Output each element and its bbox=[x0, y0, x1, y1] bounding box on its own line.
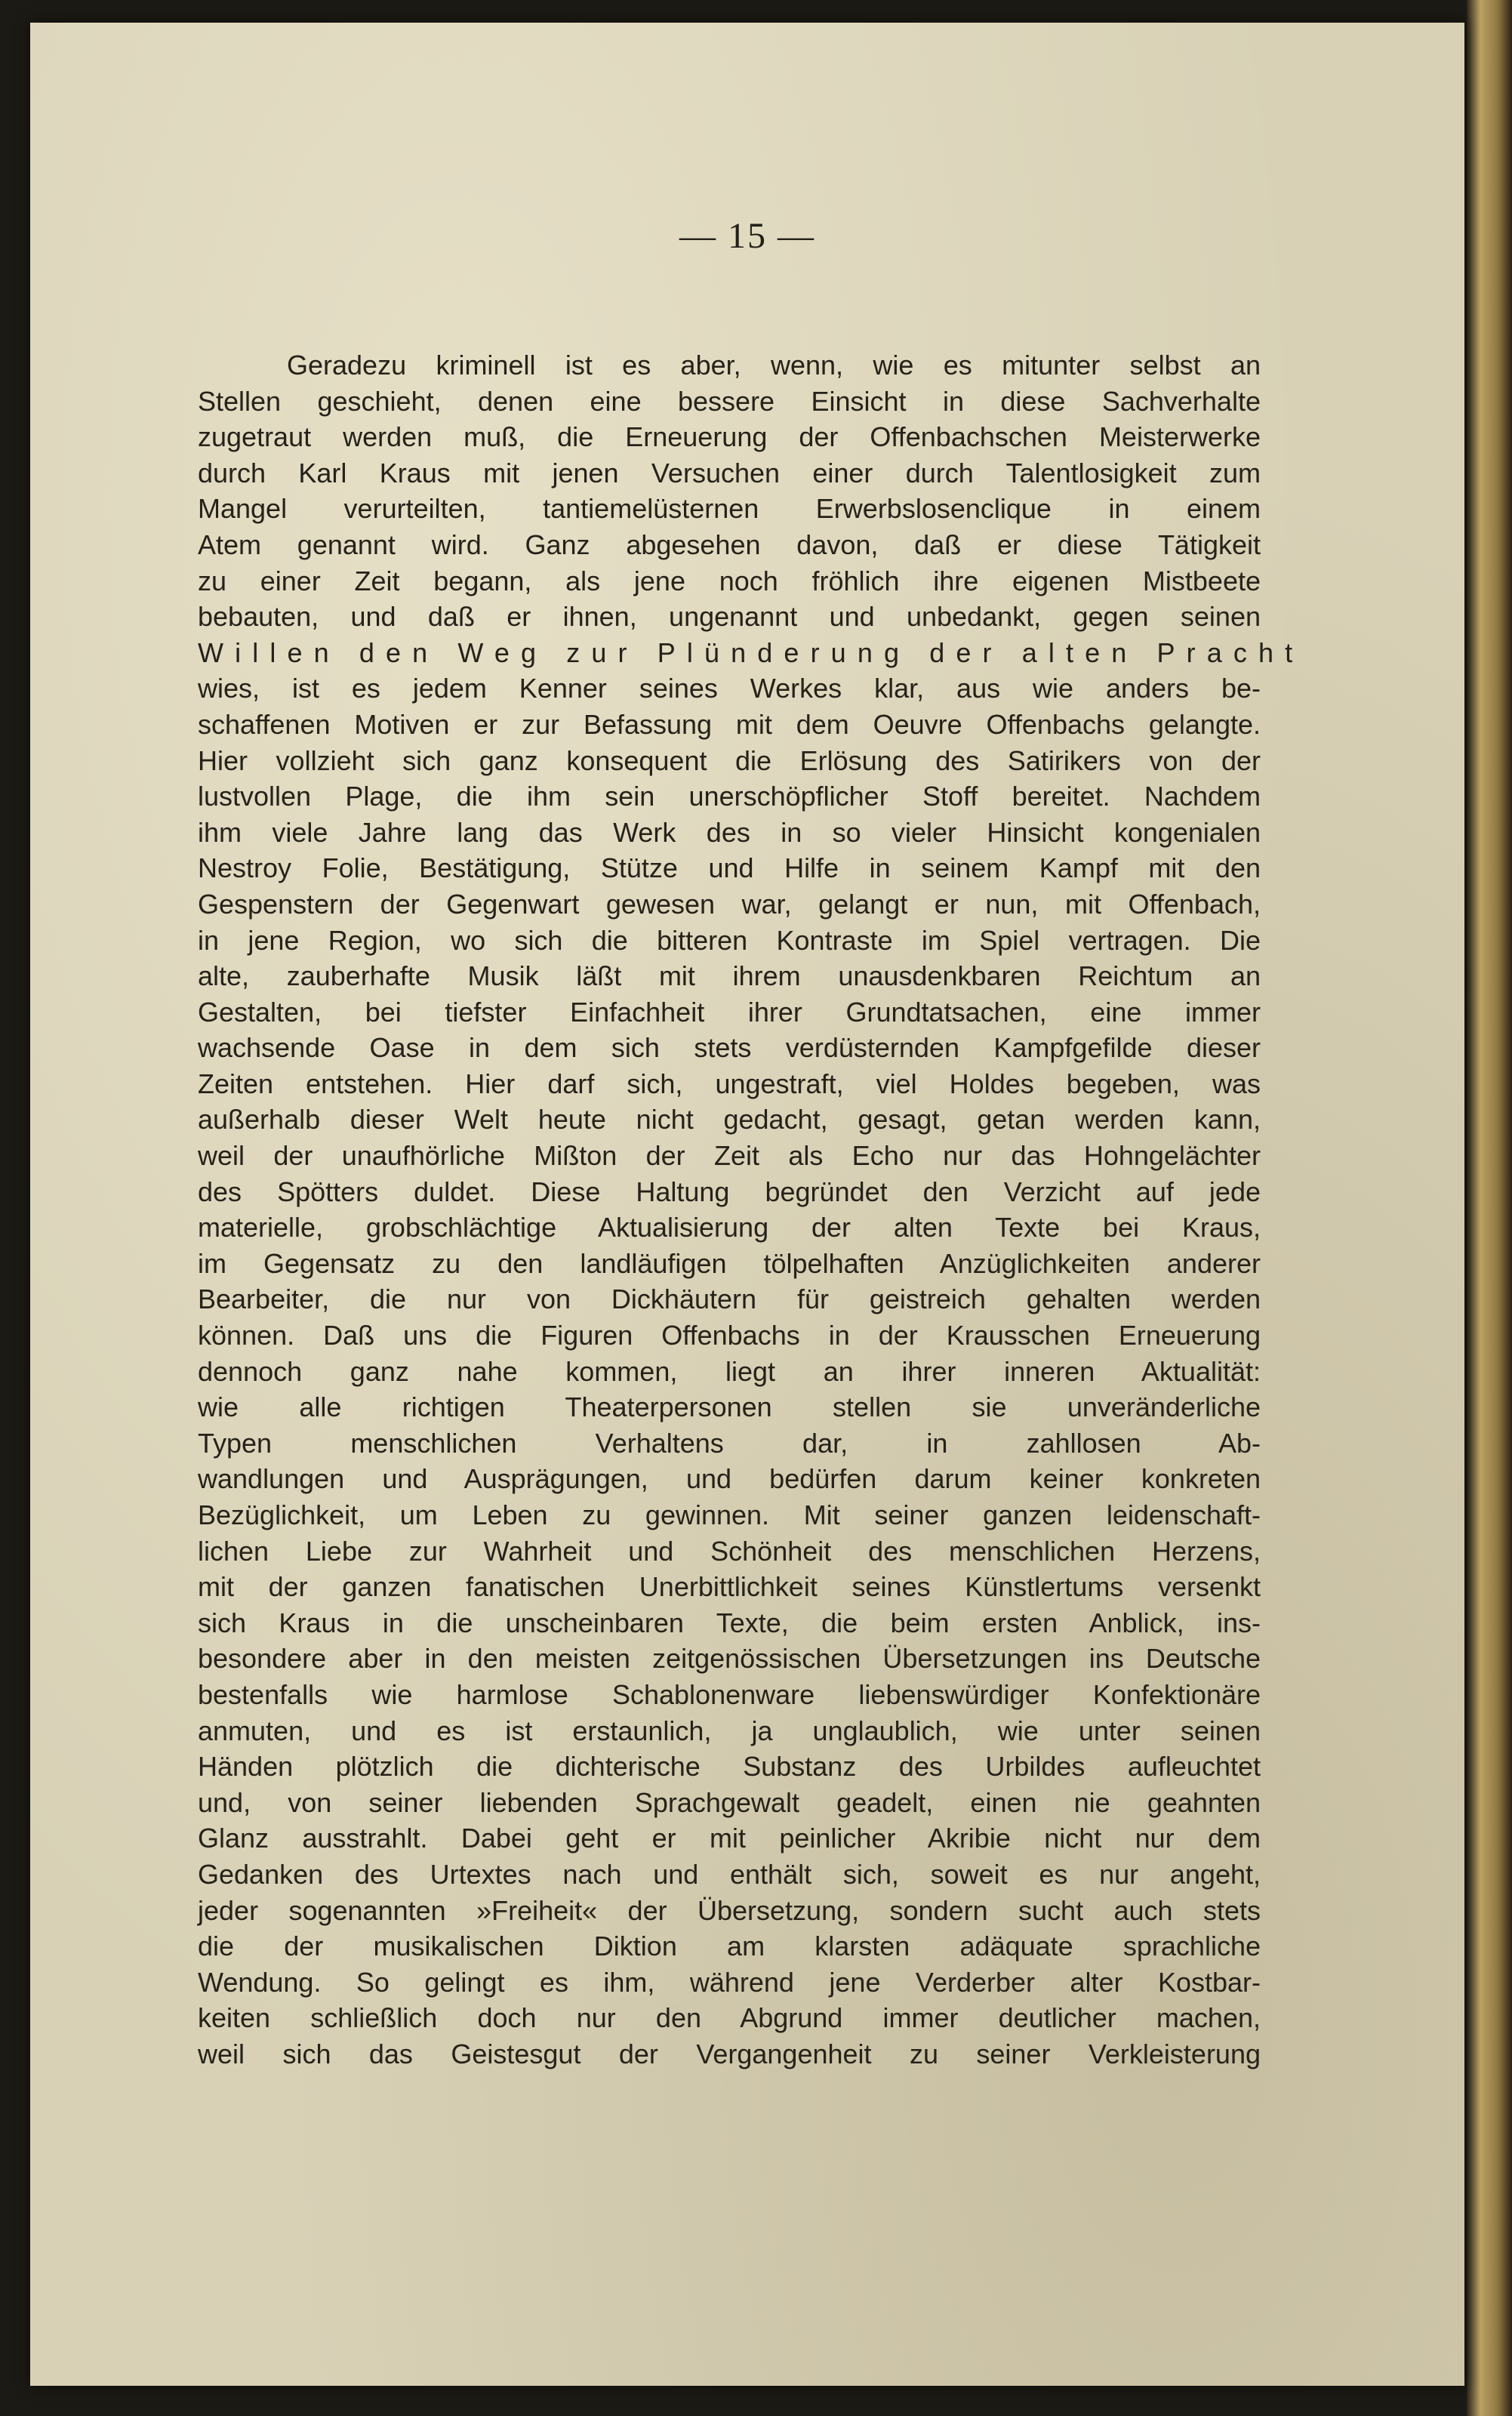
page-number: — 15 — bbox=[679, 216, 815, 256]
text-line-12: Hier vollzieht sich ganz konsequent die Erlösung des Satirikers von der bbox=[198, 744, 1261, 776]
text-line-28: können. Daß uns die Figuren Offenbachs in der Krausschen Erneuerung bbox=[198, 1320, 1261, 1351]
text-line-20: wachsende Oase in dem sich stets verdüsternden Kampfgefilde dieser bbox=[198, 1032, 1261, 1064]
text-line-31: Typen menschlichen Verhaltens dar, in zahllosen Ab- bbox=[198, 1427, 1261, 1459]
text-line-22: außerhalb dieser Welt heute nicht gedacht, gesagt, getan werden kann, bbox=[198, 1104, 1261, 1136]
text-line-38: bestenfalls wie harmlose Schablonenware liebenswürdiger Konfektionäre bbox=[198, 1678, 1261, 1710]
text-line-3: zugetraut werden muß, die Erneuerung der Offenbachschen Meisterwerke bbox=[198, 421, 1261, 453]
text-line-32: wandlungen und Ausprägungen, und bedürfen darum keiner konkreten bbox=[198, 1463, 1261, 1495]
text-line-45: die der musikalischen Diktion am klarsten adäquate sprachliche bbox=[198, 1931, 1261, 1962]
text-line-6: Atem genannt wird. Ganz abgesehen davon, daß er diese Tätigkeit bbox=[198, 528, 1261, 560]
text-line-18: alte, zauberhafte Musik läßt mit ihrem unausdenkbaren Reichtum an bbox=[198, 960, 1261, 992]
text-line-36: sich Kraus in die unscheinbaren Texte, die beim ersten Anblick, ins- bbox=[198, 1607, 1261, 1638]
text-line-14: ihm viele Jahre lang das Werk des in so vieler Hinsicht kongenialen bbox=[198, 816, 1261, 848]
text-line-39: anmuten, und es ist erstaunlich, ja unglaublich, wie unter seinen bbox=[198, 1715, 1261, 1746]
book-edge bbox=[1467, 0, 1512, 2416]
text-line-11: schaffenen Motiven er zur Befassung mit dem Oeuvre Offenbachs gelangte. bbox=[198, 708, 1261, 740]
text-line-15: Nestroy Folie, Bestätigung, Stütze und Hilfe in seinem Kampf mit den bbox=[198, 852, 1261, 884]
text-line-33: Bezüglichkeit, um Leben zu gewinnen. Mit seiner ganzen leidenschaft- bbox=[198, 1499, 1261, 1530]
text-line-2: Stellen geschieht, denen eine bessere Einsicht in diese Sachverhalte bbox=[198, 385, 1261, 417]
text-line-23: weil der unaufhörliche Mißton der Zeit als Echo nur das Hohngelächter bbox=[198, 1140, 1261, 1172]
text-line-30: wie alle richtigen Theaterpersonen stellen sie unveränderliche bbox=[198, 1391, 1261, 1423]
text-line-25: materielle, grobschlächtige Aktualisierung der alten Texte bei Kraus, bbox=[198, 1212, 1261, 1243]
text-line-26: im Gegensatz zu den landläufigen tölpelhaften Anzüglichkeiten anderer bbox=[198, 1247, 1261, 1279]
text-line-4: durch Karl Kraus mit jenen Versuchen einer durch Talentlosigkeit zum bbox=[198, 457, 1261, 488]
text-line-43: Gedanken des Urtextes nach und enthält sich, soweit es nur angeht, bbox=[198, 1858, 1261, 1890]
text-line-16: Gespenstern der Gegenwart gewesen war, gelangt er nun, mit Offenbach, bbox=[198, 888, 1261, 920]
text-line-42: Glanz ausstrahlt. Dabei geht er mit peinlicher Akribie nicht nur dem bbox=[198, 1823, 1261, 1854]
text-line-27: Bearbeiter, die nur von Dickhäutern für geistreich gehalten werden bbox=[198, 1284, 1261, 1315]
text-line-19: Gestalten, bei tiefster Einfachheit ihrer Grundtatsachen, eine immer bbox=[198, 996, 1261, 1028]
text-line-9: Willen den Weg zur Plünderung der alten Pracht bbox=[198, 636, 1304, 668]
text-line-44: jeder sogenannten »Freiheit« der Übersetzung, sondern sucht auch stets bbox=[198, 1894, 1261, 1926]
text-line-47: keiten schließlich doch nur den Abgrund immer deutlicher machen, bbox=[198, 2002, 1261, 2034]
text-line-5: Mangel verurteilten, tantiemelüsternen Erwerbslosenclique in einem bbox=[198, 493, 1261, 525]
text-line-34: lichen Liebe zur Wahrheit und Schönheit des menschlichen Herzens, bbox=[198, 1535, 1261, 1567]
book-page bbox=[30, 23, 1464, 2386]
text-line-46: Wendung. So gelingt es ihm, während jene Verderber alter Kostbar- bbox=[198, 1966, 1261, 1998]
text-line-41: und, von seiner liebenden Sprachgewalt geadelt, einen nie geahnten bbox=[198, 1786, 1261, 1818]
text-line-8: bebauten, und daß er ihnen, ungenannt und unbedankt, gegen seinen bbox=[198, 601, 1261, 633]
text-line-1: Geradezu kriminell ist es aber, wenn, wie es mitunter selbst an bbox=[287, 350, 1261, 381]
text-line-7: zu einer Zeit begann, als jene noch fröhlich ihre eigenen Mistbeete bbox=[198, 565, 1261, 596]
text-line-10: wies, ist es jedem Kenner seines Werkes klar, aus wie anders be- bbox=[198, 673, 1261, 704]
text-line-48: weil sich das Geistesgut der Vergangenheit zu seiner Verkleisterung bbox=[198, 2038, 1261, 2069]
text-line-21: Zeiten entstehen. Hier darf sich, ungestraft, viel Holdes begeben, was bbox=[198, 1068, 1261, 1099]
text-line-35: mit der ganzen fanatischen Unerbittlichkeit seines Künstlertums versenkt bbox=[198, 1571, 1261, 1603]
text-line-24: des Spötters duldet. Diese Haltung begründet den Verzicht auf jede bbox=[198, 1176, 1261, 1207]
text-line-17: in jene Region, wo sich die bitteren Kontraste im Spiel vertragen. Die bbox=[198, 924, 1261, 956]
text-line-40: Händen plötzlich die dichterische Substanz des Urbildes aufleuchtet bbox=[198, 1751, 1261, 1783]
text-line-37: besondere aber in den meisten zeitgenössischen Übersetzungen ins Deutsche bbox=[198, 1643, 1261, 1675]
body-text bbox=[198, 347, 1304, 2072]
text-line-29: dennoch ganz nahe kommen, liegt an ihrer inneren Aktualität: bbox=[198, 1355, 1261, 1387]
text-line-13: lustvollen Plage, die ihm sein unerschöpflicher Stoff bereitet. Nachdem bbox=[198, 781, 1261, 812]
